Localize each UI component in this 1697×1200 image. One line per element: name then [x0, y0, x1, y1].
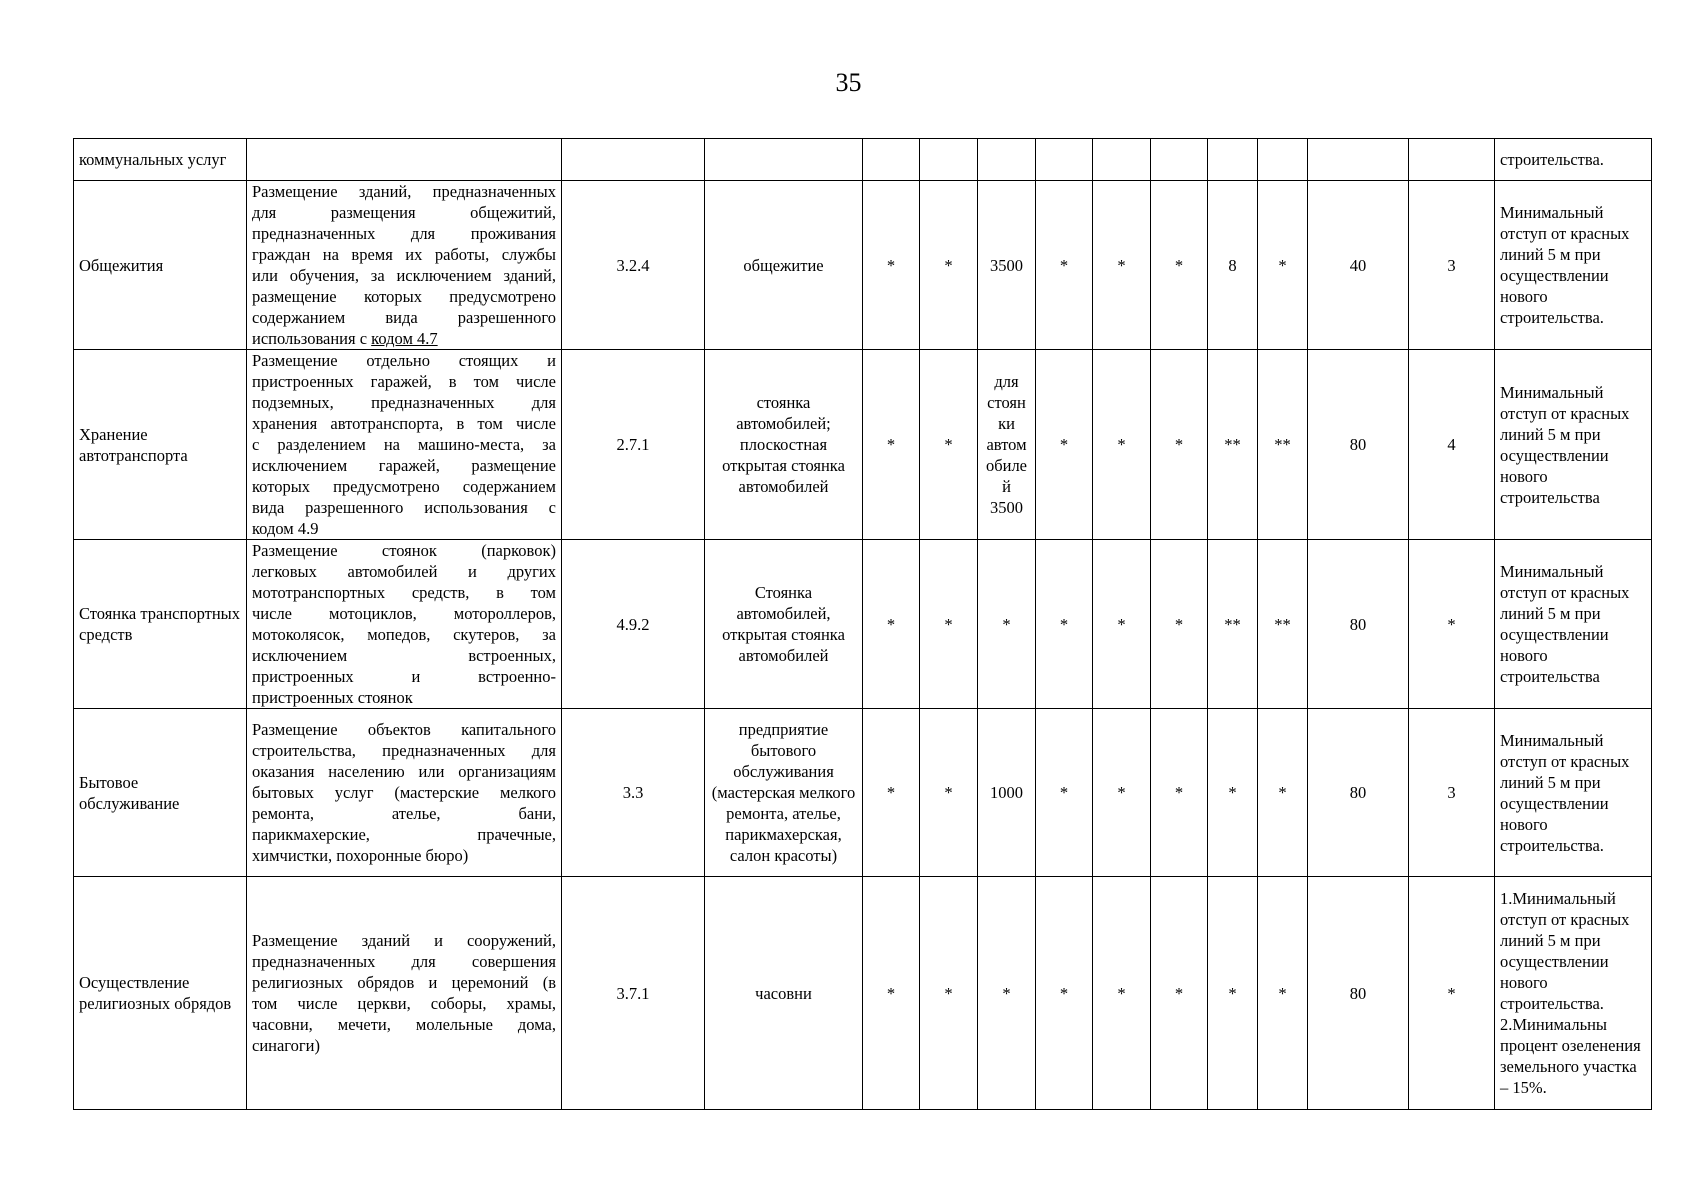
description-line: Размещение зданий, предназначенных	[252, 182, 556, 201]
value-line: стоян	[987, 393, 1026, 412]
description-line: предназначенных для совершения	[252, 952, 556, 971]
description-line: часовни, мечети, молельные дома,	[252, 1015, 556, 1034]
value-cell: **	[1208, 350, 1258, 540]
table-row	[74, 540, 1652, 709]
description-cell	[247, 139, 562, 181]
value-cell: **	[1258, 350, 1308, 540]
value-cell: *	[863, 540, 920, 709]
land-use-regulations-table	[73, 138, 1652, 1110]
value-line: автом	[986, 435, 1027, 454]
code-cell: 3.7.1	[562, 877, 705, 1110]
code-cell: 3.2.4	[562, 181, 705, 350]
object-cell: Стоянка автомобилей, открытая стоянка автомобилей	[705, 540, 863, 709]
value-cell: **	[1208, 540, 1258, 709]
value-cell: *	[1093, 350, 1151, 540]
value-cell: 80	[1308, 350, 1409, 540]
value-cell: *	[1093, 540, 1151, 709]
description-line: парикмахерские, прачечные,	[252, 825, 556, 844]
object-cell	[705, 139, 863, 181]
description-line: хранения автотранспорта, в том числе	[252, 414, 556, 433]
value-cell	[978, 139, 1036, 181]
value-cell: *	[1409, 540, 1495, 709]
description-line: вида разрешенного использования с	[252, 498, 556, 517]
description-line: синагоги)	[252, 1036, 321, 1055]
value-cell	[1409, 139, 1495, 181]
description-line: использования с	[252, 329, 368, 348]
description-line: размещение которых предусмотрено	[252, 287, 556, 306]
table-row	[74, 181, 1652, 350]
value-cell: *	[978, 540, 1036, 709]
description-line: для размещения общежитий,	[252, 203, 556, 222]
value-cell: 40	[1308, 181, 1409, 350]
use-name-cell: Бытовое обслуживание	[74, 709, 247, 877]
description-line: с разделением на машино-места, за	[252, 435, 556, 454]
value-line: й	[1002, 477, 1011, 496]
description-line: исключением гаражей, размещение	[252, 456, 556, 475]
value-cell	[863, 139, 920, 181]
value-cell: *	[1093, 709, 1151, 877]
value-line: ки	[998, 414, 1015, 433]
object-cell: стоянка автомобилей; плоскостная открытая стоянка автомобилей	[705, 350, 863, 540]
value-cell: *	[920, 350, 978, 540]
description-line: кодом 4.9	[252, 519, 319, 538]
use-name-cell: коммунальных услуг	[74, 139, 247, 181]
value-cell: 3	[1409, 181, 1495, 350]
table-row	[74, 350, 1652, 540]
value-cell: *	[1036, 540, 1093, 709]
value-cell: *	[1208, 877, 1258, 1110]
code-cell	[562, 139, 705, 181]
table-row	[74, 877, 1652, 1110]
description-line: том числе церкви, соборы, храмы,	[252, 994, 556, 1013]
value-line: для	[994, 372, 1019, 391]
description-cell	[247, 350, 562, 540]
value-cell: *	[863, 350, 920, 540]
description-line: граждан на время их работы, службы	[252, 245, 556, 264]
description-line: оказания населению или организациям	[252, 762, 556, 781]
value-cell: *	[863, 877, 920, 1110]
value-cell	[1093, 139, 1151, 181]
value-cell: *	[1036, 350, 1093, 540]
code-cell: 4.9.2	[562, 540, 705, 709]
note-cell: Минимальный отступ от красных линий 5 м при осуществлении нового строительства	[1495, 540, 1652, 709]
description-line: пристроенных стоянок	[252, 688, 413, 707]
value-cell: *	[920, 877, 978, 1110]
description-line: исключением встроенных,	[252, 646, 556, 665]
description-line: Размещение стоянок (парковок)	[252, 541, 556, 560]
description-line: числе мотоциклов, мотороллеров,	[252, 604, 556, 623]
value-cell: *	[1151, 181, 1208, 350]
code-cell: 2.7.1	[562, 350, 705, 540]
description-line: содержанием вида разрешенного	[252, 308, 556, 327]
value-cell: *	[978, 877, 1036, 1110]
value-cell: 1000	[978, 709, 1036, 877]
description-line: религиозных обрядов и церемоний (в	[252, 973, 556, 992]
use-name-cell: Осуществление религиозных обрядов	[74, 877, 247, 1110]
value-cell: *	[920, 540, 978, 709]
page-number: 35	[835, 68, 862, 97]
table-row	[74, 139, 1652, 181]
description-line: Размещение отдельно стоящих и	[252, 351, 556, 370]
use-name-cell: Стоянка транспортных средств	[74, 540, 247, 709]
value-cell	[1308, 139, 1409, 181]
value-cell: *	[1093, 181, 1151, 350]
value-cell	[1036, 139, 1093, 181]
value-cell: **	[1258, 540, 1308, 709]
description-line: Размещение зданий и сооружений,	[252, 931, 556, 950]
table-row	[74, 709, 1652, 877]
description-cell	[247, 540, 562, 709]
description-line: пристроенных и встроенно-	[252, 667, 556, 686]
note-cell: строительства.	[1495, 139, 1652, 181]
description-cell	[247, 709, 562, 877]
value-cell: *	[920, 181, 978, 350]
note-cell: Минимальный отступ от красных линий 5 м при осуществлении нового строительства	[1495, 350, 1652, 540]
use-name-cell: Общежития	[74, 181, 247, 350]
value-cell: 80	[1308, 540, 1409, 709]
value-line: обиле	[985, 456, 1028, 475]
value-cell	[1258, 139, 1308, 181]
note-cell: Минимальный отступ от красных линий 5 м при осуществлении нового строительства.	[1495, 181, 1652, 350]
note-cell	[1495, 877, 1652, 1110]
description-line: бытовых услуг (мастерские мелкого	[252, 783, 556, 802]
object-cell: общежитие	[705, 181, 863, 350]
value-cell: *	[1208, 709, 1258, 877]
description-line: Размещение объектов капитального	[252, 720, 556, 739]
description-line: или обучения, за исключением зданий,	[252, 266, 556, 285]
value-cell: 3500	[978, 181, 1036, 350]
description-line: строительства, предназначенных для	[252, 741, 556, 760]
description-line: предназначенных для проживания	[252, 224, 556, 243]
note-line: 2.Минимальны процент озеленения земельного участка – 15%.	[1500, 1015, 1641, 1097]
value-cell: *	[1409, 877, 1495, 1110]
description-line: пристроенных гаражей, в том числе	[252, 372, 556, 391]
description-line: подземных, предназначенных для	[252, 393, 556, 412]
value-cell: 4	[1409, 350, 1495, 540]
description-line: легковых автомобилей и других	[252, 562, 556, 581]
object-cell: предприятие бытового обслуживания (мастерская мелкого ремонта, ателье, парикмахерская, салон красоты)	[705, 709, 863, 877]
value-cell: *	[1151, 540, 1208, 709]
value-cell: 3	[1409, 709, 1495, 877]
value-cell: *	[863, 181, 920, 350]
value-cell: *	[1258, 181, 1308, 350]
value-cell	[978, 350, 1036, 540]
description-cell	[247, 877, 562, 1110]
description-line: которых предусмотрено содержанием	[252, 477, 556, 496]
value-cell: *	[1036, 181, 1093, 350]
description-line: химчистки, похоронные бюро)	[252, 846, 469, 865]
value-cell: *	[1151, 877, 1208, 1110]
code-reference-link[interactable]: кодом 4.7	[371, 329, 438, 348]
value-cell: *	[1258, 877, 1308, 1110]
value-cell: *	[1151, 709, 1208, 877]
value-line: 3500	[990, 498, 1023, 517]
value-cell: *	[1036, 877, 1093, 1110]
value-cell: *	[920, 709, 978, 877]
value-cell	[1208, 139, 1258, 181]
note-line: 1.Минимальный отступ от красных линий 5 м при осуществлении нового строительства.	[1500, 889, 1630, 1013]
value-cell: *	[1151, 350, 1208, 540]
description-cell	[247, 181, 562, 350]
value-cell: *	[1036, 709, 1093, 877]
value-cell: *	[863, 709, 920, 877]
code-cell: 3.3	[562, 709, 705, 877]
value-cell: *	[1093, 877, 1151, 1110]
value-cell: *	[1258, 709, 1308, 877]
description-line: мототранспортных средств, в том	[252, 583, 556, 602]
value-cell: 80	[1308, 877, 1409, 1110]
note-cell: Минимальный отступ от красных линий 5 м при осуществлении нового строительства.	[1495, 709, 1652, 877]
value-cell: 8	[1208, 181, 1258, 350]
description-line: ремонта, ателье, бани,	[252, 804, 556, 823]
value-cell	[1151, 139, 1208, 181]
value-cell	[920, 139, 978, 181]
description-line: мотоколясок, мопедов, скутеров, за	[252, 625, 556, 644]
value-cell: 80	[1308, 709, 1409, 877]
use-name-cell: Хранение автотранспорта	[74, 350, 247, 540]
object-cell: часовни	[705, 877, 863, 1110]
